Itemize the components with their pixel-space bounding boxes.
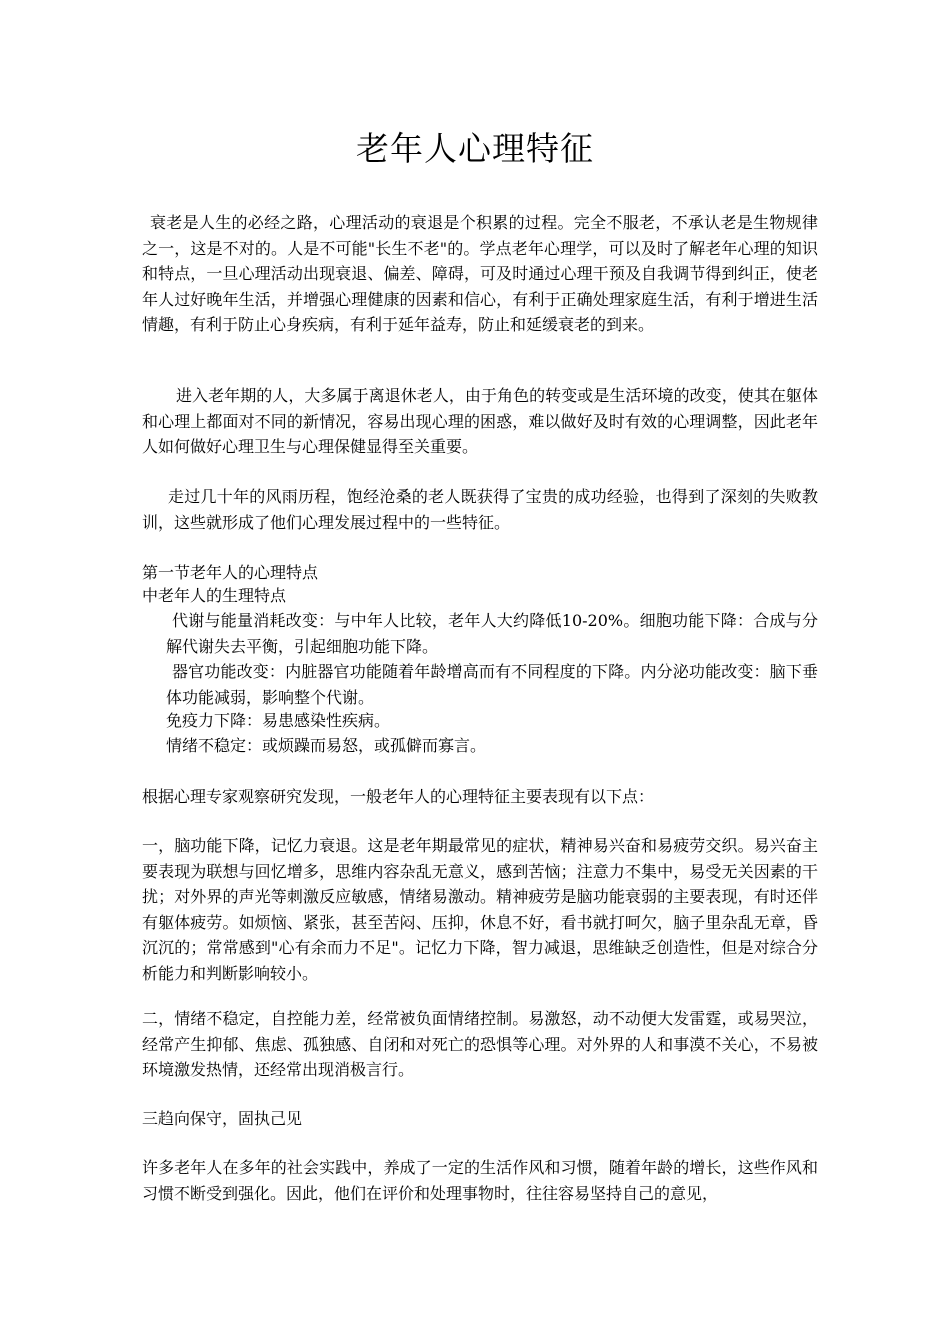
paragraph-retirement: 进入老年期的人，大多属于离退休老人，由于角色的转变或是生活环境的改变，使其在躯体和心理上都面对不同的新情况，容易出现心理的困惑，难以做好及时有效的心理调整，因此老年人如何做好心理卫生与心理保健显得至关重要。 (142, 386, 818, 457)
point-3-heading: 三趋向保守，固执己见 (142, 1109, 303, 1128)
list-item: 代谢与能量消耗改变：与中年人比较，老年人大约降低10-20%。细胞功能下降：合成与分解代谢失去平衡，引起细胞功能下降。 (166, 611, 818, 656)
section-heading: 第一节老年人的心理特点 (142, 563, 319, 582)
list-item: 器官功能改变：内脏器官功能随着年龄增高而有不同程度的下降。内分泌功能改变：脑下垂体功能减弱，影响整个代谢。 (166, 662, 818, 707)
document-title: 老年人心理特征 (356, 129, 594, 168)
paragraph-experience: 走过几十年的风雨历程，饱经沧桑的老人既获得了宝贵的成功经验，也得到了深刻的失败教训，这些就形成了他们心理发展过程中的一些特征。 (142, 487, 818, 532)
intro-paragraph: 衰老是人生的必经之路，心理活动的衰退是个积累的过程。完全不服老，不承认老是生物规律之一，这是不对的。人是不可能"长生不老"的。学点老年心理学，可以及时了解老年心理的知识和特点，一旦心理活动出现衰退、偏差、障碍，可及时通过心理干预及自我调节得到纠正，使老年人过好晚年生活，并增强心理健康的因素和信心，有利于正确处理家庭生活，有利于增进生活情趣，有利于防止心身疾病，有利于延年益寿，防止和延缓衰老的到来。 (142, 213, 818, 335)
subsection-heading: 中老年人的生理特点 (142, 586, 287, 605)
point-1-paragraph: 一，脑功能下降，记忆力衰退。这是老年期最常见的症状，精神易兴奋和易疲劳交织。易兴奋主要表现为联想与回忆增多，思维内容杂乱无意义，感到苦恼；注意力不集中，易受无关因素的干扰；对外界的声光等刺激反应敏感，情绪易激动。精神疲劳是脑功能衰弱的主要表现，有时还伴有躯体疲劳。如烦恼、紧张，甚至苦闷、压抑，休息不好，看书就打呵欠，脑子里杂乱无章，昏沉沉的；常常感到"心有余而力不足"。记忆力下降，智力减退，思维缺乏创造性，但是对综合分析能力和判断影响较小。 (142, 836, 818, 983)
research-intro: 根据心理专家观察研究发现，一般老年人的心理特征主要表现有以下点： (142, 787, 655, 806)
point-3-paragraph: 许多老年人在多年的社会实践中，养成了一定的生活作风和习惯，随着年龄的增长，这些作风和习惯不断受到强化。因此，他们在评价和处理事物时，往往容易坚持自己的意见， (142, 1158, 818, 1203)
list-item: 情绪不稳定：或烦躁而易怒，或孤僻而寡言。 (166, 736, 487, 755)
point-2-paragraph: 二，情绪不稳定，自控能力差，经常被负面情绪控制。易激怒，动不动便大发雷霆，或易哭泣，经常产生抑郁、焦虑、孤独感、自闭和对死亡的恐惧等心理。对外界的人和事漠不关心，不易被环境激发热情，还经常出现消极言行。 (142, 1009, 818, 1080)
list-item: 免疫力下降：易患感染性疾病。 (166, 711, 391, 730)
